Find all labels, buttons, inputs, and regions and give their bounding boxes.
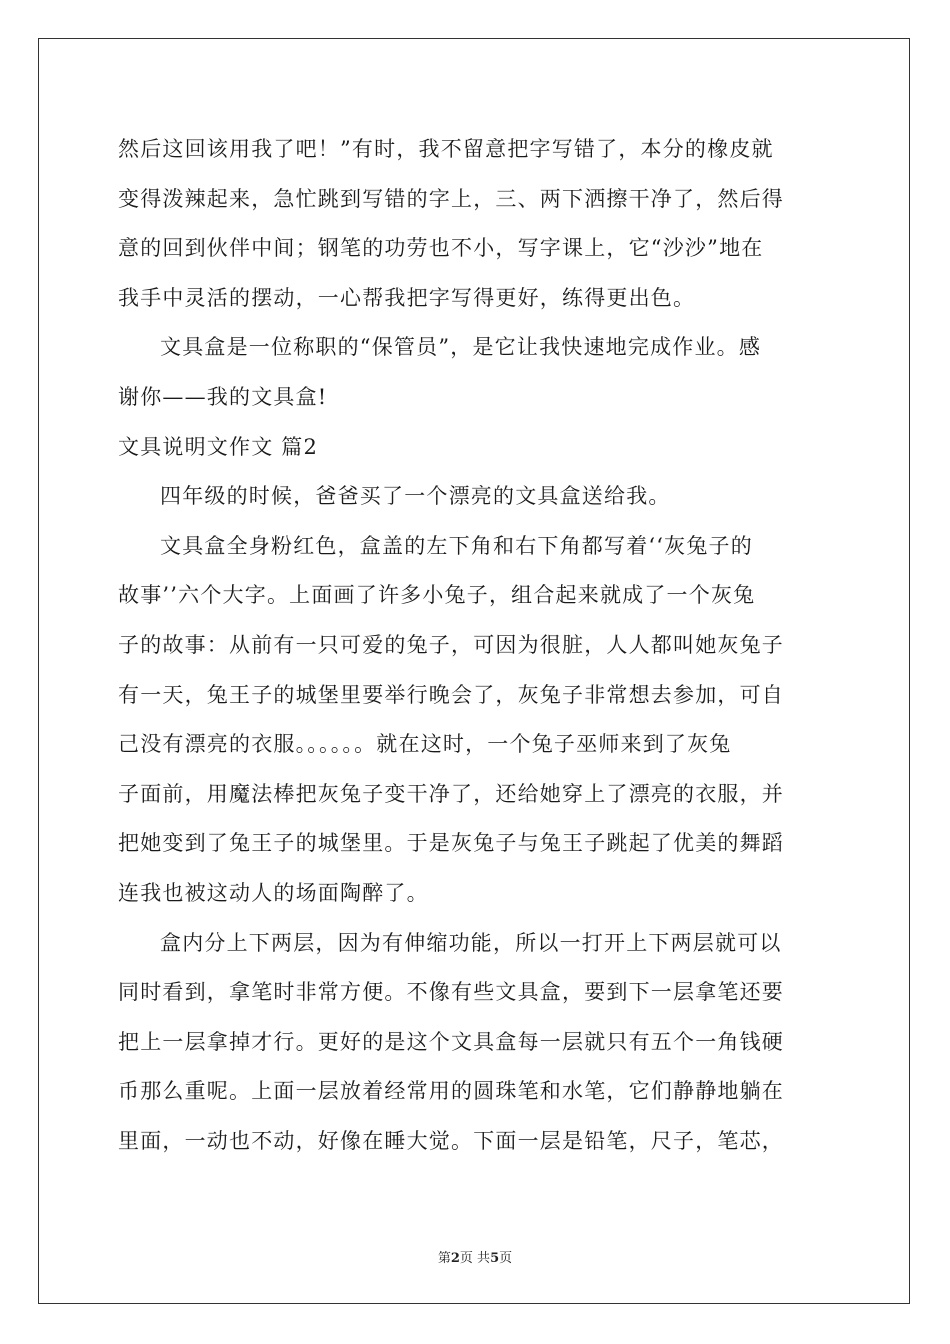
text-line: 谢你——我的文具盒! bbox=[118, 384, 328, 409]
text-line: 把上一层拿掉才行。更好的是这个文具盒每一层就只有五个一角钱硬 bbox=[118, 1029, 784, 1054]
text-line: 变得泼辣起来，急忙跳到写错的字上，三、两下洒擦干净了，然后得 bbox=[118, 186, 784, 211]
text-line: 盒内分上下两层，因为有伸缩功能，所以一打开上下两层就可以 bbox=[160, 930, 782, 955]
document-body bbox=[118, 125, 838, 1166]
text-line: 己没有漂亮的衣服。。。。。。就在这时，一个兔子巫师来到了灰兔 bbox=[118, 732, 732, 757]
text-line: 同时看到，拿笔时非常方便。不像有些文具盒，要到下一层拿笔还要 bbox=[118, 980, 784, 1005]
text-line: 把她变到了兔王子的城堡里。于是灰兔子与兔王子跳起了优美的舞蹈 bbox=[118, 831, 784, 856]
text-line: 有一天，兔王子的城堡里要举行晚会了，灰兔子非常想去参加，可自 bbox=[118, 682, 784, 707]
text-line: 子面前，用魔法棒把灰兔子变干净了，还给她穿上了漂亮的衣服，并 bbox=[118, 781, 784, 806]
text-line: 故事’’六个大字。上面画了许多小兔子，组合起来就成了一个灰兔 bbox=[118, 583, 756, 608]
text-line: 意的回到伙伴中间；钢笔的功劳也不小，写字课上，它“沙沙”地在 bbox=[118, 236, 764, 261]
text-line: 四年级的时候，爸爸买了一个漂亮的文具盒送给我。 bbox=[160, 484, 671, 509]
text-line: 币那么重呢。上面一层放着经常用的圆珠笔和水笔，它们静静地躺在 bbox=[118, 1079, 784, 1104]
text-line: 文具说明文作文 篇2 bbox=[118, 434, 319, 459]
text-line: 子的故事：从前有一只可爱的兔子，可因为很脏，人人都叫她灰兔子 bbox=[118, 632, 784, 657]
text-line: 连我也被这动人的场面陶醉了。 bbox=[118, 880, 429, 905]
text-line: 里面，一动也不动，好像在睡大觉。下面一层是铅笔，尺子，笔芯， bbox=[118, 1128, 784, 1153]
page-separator: 页 共 bbox=[459, 1251, 491, 1266]
page-current-number: 2 bbox=[450, 1251, 460, 1266]
text-line: 文具盒是一位称职的“保管员”，是它让我快速地完成作业。感 bbox=[160, 335, 762, 360]
page-footer bbox=[0, 1247, 950, 1266]
text-line: 然后这回该用我了吧！”有时，我不留意把字写错了，本分的橡皮就 bbox=[118, 137, 774, 161]
page-total-number: 5 bbox=[490, 1251, 500, 1266]
text-line: 文具盒全身粉红色，盒盖的左下角和右下角都写着‘‘灰兔子的 bbox=[160, 533, 753, 558]
page-prefix: 第 bbox=[437, 1251, 451, 1266]
page-suffix: 页 bbox=[499, 1251, 513, 1266]
text-line: 我手中灵活的摆动，一心帮我把字写得更好，练得更出色。 bbox=[118, 285, 696, 310]
